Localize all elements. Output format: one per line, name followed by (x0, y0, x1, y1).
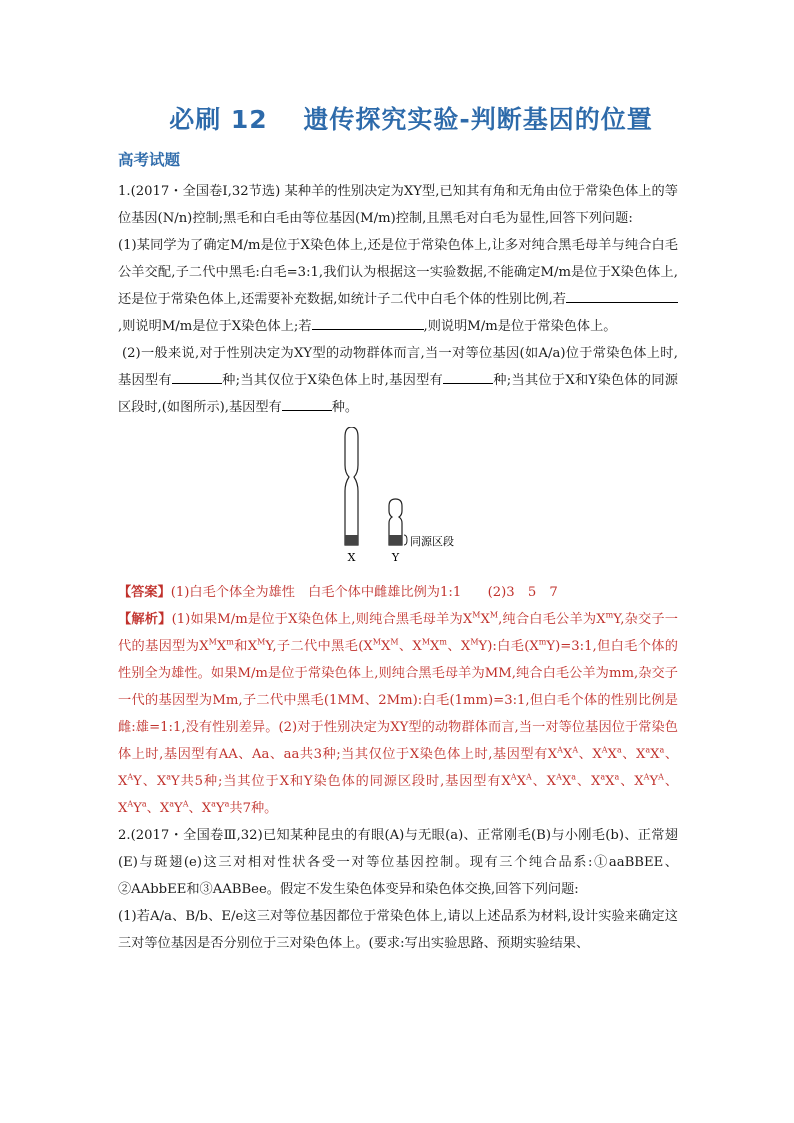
q1-stem: 1.(2017・全国卷Ⅰ,32节选) 某种羊的性别决定为XY型,已知其有角和无角由位于常染色体上的等位基因(N/n)控制;黑毛和白毛由等位基因(M/m)控制,且黑毛对白毛为显性,回答下列问题: (118, 184, 678, 226)
q1-part2-text-d: 种。 (331, 400, 359, 415)
analysis-fragment: Y (649, 774, 659, 789)
analysis-fragment: Y共5种;当其位于X和Y染色体的同源区段时,基因型有X (171, 774, 511, 789)
document-body (118, 178, 678, 957)
answer-tag: 【答案】 (118, 585, 171, 600)
analysis-fragment: (1)如果M/m是位于X染色体上,则纯合黑毛母羊为X (171, 612, 473, 627)
allele-superscript: A (510, 772, 517, 782)
allele-superscript: M (208, 637, 217, 647)
allele-superscript: a (600, 772, 606, 782)
analysis-tag: 【解析】 (118, 612, 172, 627)
answer-blank[interactable] (282, 396, 332, 411)
analysis-block (118, 606, 678, 822)
chromosome-diagram (340, 427, 490, 577)
analysis-fragment: 和X (233, 639, 258, 654)
analysis-fragment: X (605, 774, 615, 789)
allele-superscript: a (141, 799, 147, 809)
page-title: 必刷 12 遗传探究实验-判断基因的位置 (169, 105, 653, 134)
q2-stem: 2.(2017・全国卷Ⅲ,32)已知某种昆虫的有眼(A)与无眼(a)、正常刚毛(B)与小刚毛(b)、正常翅(E)与斑翅(e)这三对相对性状各受一对等位基因控制。现有三个纯合品系:①aaBBEE、②AAbbEE和③AABBee。假定不发生染色体变异和染色体交换,回答下列问题: (118, 828, 678, 897)
analysis-fragment: X (650, 747, 660, 762)
q1-part1-text-b: ,则说明M/m是位于X染色体上;若 (118, 319, 312, 334)
answer-block (118, 579, 678, 606)
allele-superscript: a (166, 772, 171, 782)
allele-superscript: m (226, 637, 234, 647)
analysis-fragment: 、X (531, 774, 557, 789)
q1-part1-text-c: ,则说明M/m是位于常染色体上。 (423, 319, 617, 334)
allele-superscript: A (572, 745, 579, 755)
allele-superscript: A (601, 745, 608, 755)
analysis-fragment: Y)=3:1,但白毛个体的性别全为雄性。如果M/m是位于常染色体上,则纯合黑毛母羊为MM,纯合白毛公羊为mm,杂交子一代的基因型为Mm,子二代中黑毛(1MM、2Mm):白毛(1mm)=3:1,但白毛个体的性别比例是雌:雄=1:1,没有性别差异。(2)对于性别决定为XY型的动物群体而言,当一对等位基因位于常染色体上时,基因型有AA、Aa、aa共3种;当其仅位于X染色体上时,基因型有X (118, 639, 678, 762)
analysis-text (118, 612, 678, 816)
x-homologous-region (345, 535, 358, 545)
analysis-fragment: Y (133, 801, 142, 816)
analysis-fragment: X (216, 639, 227, 654)
allele-superscript: A (127, 772, 134, 782)
q1-part1-text-a: (1)某同学为了确定M/m是位于X染色体上,还是位于常染色体上,让多对纯合黑毛母羊与纯合白毛公羊交配,子二代中黑毛:白毛=3:1,我们认为根据这一实验数据,不能确定M/m是位于X染色体上,还是位于常染色体上,还需要补充数据,如统计子二代中白毛个体的性别比例,若 (118, 238, 678, 307)
allele-superscript: a (614, 772, 620, 782)
allele-superscript: M (472, 610, 481, 620)
analysis-fragment: 、X (576, 774, 601, 789)
analysis-fragment: X (480, 612, 490, 627)
allele-superscript: m (538, 637, 547, 647)
y-label: Y (391, 551, 400, 564)
region-brace (404, 535, 407, 545)
allele-superscript: a (616, 745, 622, 755)
analysis-fragment: Y、X (133, 774, 167, 789)
allele-superscript: a (659, 745, 665, 755)
homologous-region-label: 同源区段 (410, 535, 454, 548)
analysis-fragment: 共7种。 (229, 801, 278, 816)
allele-superscript: A (127, 799, 134, 809)
q1-part1 (118, 232, 678, 340)
allele-superscript: A (557, 745, 563, 755)
allele-superscript: m (605, 610, 614, 620)
x-label: X (347, 551, 356, 564)
answer-blank[interactable] (443, 369, 493, 384)
analysis-fragment: 、X (621, 747, 646, 762)
analysis-fragment: 、X (578, 747, 602, 762)
allele-superscript: a (645, 745, 651, 755)
analysis-fragment: X (430, 639, 440, 654)
allele-superscript: m (439, 637, 448, 647)
allele-superscript: M (257, 637, 266, 647)
allele-superscript: a (224, 799, 230, 809)
allele-superscript: a (169, 799, 175, 809)
analysis-fragment: X (607, 747, 617, 762)
analysis-fragment: ,纯合白毛公羊为X (498, 612, 606, 627)
answer-blank[interactable] (566, 288, 678, 303)
analysis-fragment: 、X (118, 747, 679, 789)
analysis-fragment: Y):白毛(X (478, 639, 539, 654)
q1-part2-text-c: 种;当其位于X和Y染色体的同源区段时,(如图所示),基因型有 (118, 373, 678, 415)
analysis-fragment: 、X (188, 801, 212, 816)
chromosome-figure (118, 427, 678, 579)
answer-blank[interactable] (312, 315, 424, 330)
allele-superscript: M (372, 637, 381, 647)
analysis-fragment: Y (215, 801, 225, 816)
analysis-fragment: 、X (146, 801, 170, 816)
allele-superscript: M (470, 637, 479, 647)
analysis-fragment: X (380, 639, 391, 654)
analysis-fragment: Y,子二代中黑毛(X (265, 639, 373, 654)
allele-superscript: a (571, 772, 577, 782)
answer-blank[interactable] (172, 369, 222, 384)
allele-superscript: a (211, 799, 216, 809)
analysis-fragment: 、X (619, 774, 644, 789)
allele-superscript: M (421, 637, 431, 647)
analysis-fragment: X (562, 747, 573, 762)
analysis-fragment: X (561, 774, 572, 789)
q1-part2-text-b: 种;当其仅位于X染色体上时,基因型有 (221, 373, 444, 388)
allele-superscript: A (182, 799, 189, 809)
analysis-fragment: 、X (118, 774, 679, 816)
y-homologous-region (389, 535, 402, 545)
allele-superscript: A (556, 772, 562, 782)
allele-superscript: A (525, 772, 532, 782)
x-chromosome (345, 427, 358, 545)
analysis-fragment: Y (174, 801, 183, 816)
analysis-fragment: 、X (398, 639, 422, 654)
q2-part1: (1)若A/a、B/b、E/e这三对等位基因都位于常染色体上,请以上述品系为材料,设计实验来确定这三对等位基因是否分别位于三对染色体上。(要求:写出实验思路、预期实验结果、 (118, 909, 678, 951)
allele-superscript: M (390, 637, 399, 647)
analysis-fragment: X (516, 774, 526, 789)
q1-part2 (118, 340, 678, 421)
section-heading: 高考试题 (118, 151, 181, 169)
allele-superscript: A (643, 772, 650, 782)
q1-part2-text-a: (2)一般来说,对于性别决定为XY型的动物群体而言,当一对等位基因(如A/a)位于常染色体上时,基因型有 (118, 346, 678, 388)
analysis-fragment: Y,杂交子一代的基因型为X (118, 612, 678, 654)
allele-superscript: M (489, 610, 499, 620)
answer-text: (1)白毛个体全为雄性 白毛个体中雌雄比例为1:1 (2)3 5 7 (170, 585, 558, 600)
analysis-fragment: 、X (447, 639, 471, 654)
allele-superscript: A (658, 772, 664, 782)
